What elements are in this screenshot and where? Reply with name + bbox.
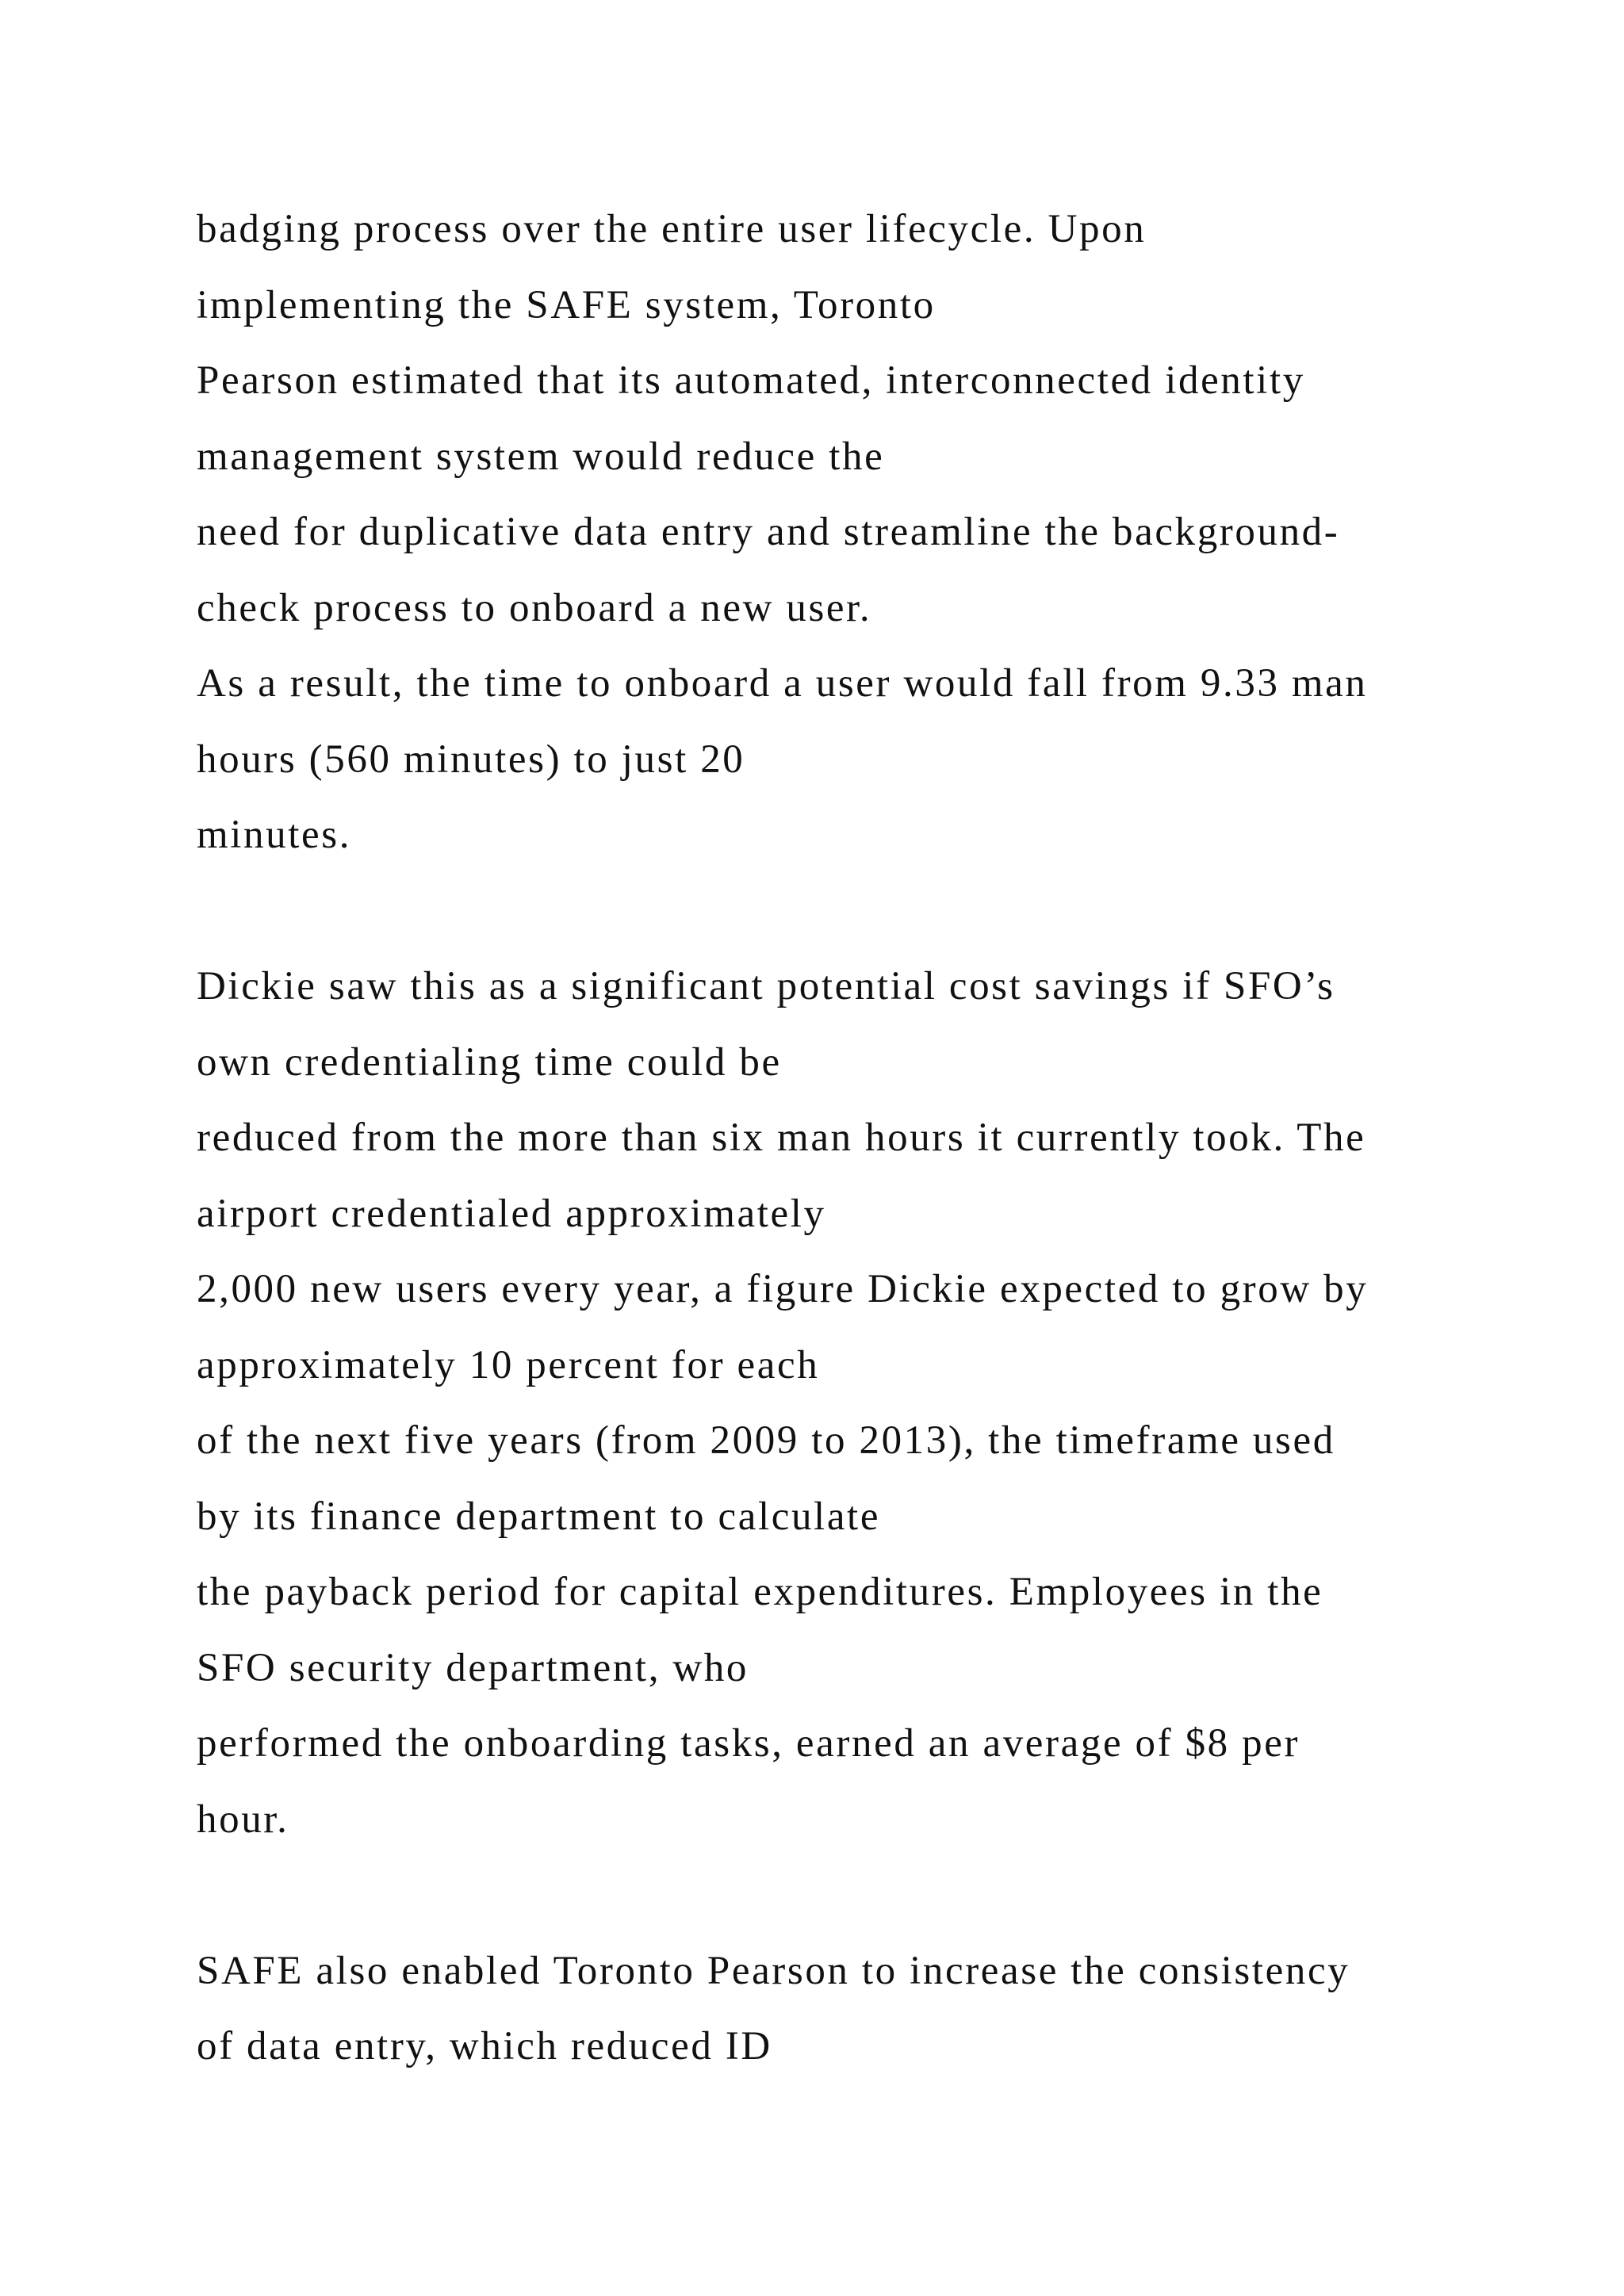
text-line: As a result, the time to onboard a user would fall from 9.33 man xyxy=(197,661,1368,706)
text-line: 2,000 new users every year, a figure Dickie expected to grow by xyxy=(197,1267,1369,1311)
document-body xyxy=(197,192,1529,2085)
text-line: Pearson estimated that its automated, interconnected identity xyxy=(197,358,1305,403)
text-line: minutes. xyxy=(197,813,352,857)
text-line: performed the onboarding tasks, earned an average of $8 per xyxy=(197,1721,1300,1766)
text-line: hour. xyxy=(197,1797,289,1842)
paragraph-gap xyxy=(197,1858,1529,1934)
text-line: reduced from the more than six man hours it currently took. The xyxy=(197,1115,1366,1160)
text-line: of the next five years (from 2009 to 2013), the timeframe used xyxy=(197,1418,1335,1463)
text-line: the payback period for capital expenditures. Employees in the xyxy=(197,1570,1323,1614)
text-line: approximately 10 percent for each xyxy=(197,1342,820,1387)
text-line: Dickie saw this as a significant potential cost savings if SFO’s xyxy=(197,964,1335,1008)
text-line: of data entry, which reduced ID xyxy=(197,2024,772,2068)
text-line: need for duplicative data entry and streamline the background- xyxy=(197,510,1340,554)
text-line: own credentialing time could be xyxy=(197,1039,782,1085)
text-line: badging process over the entire user lifecycle. Upon xyxy=(197,207,1147,251)
text-line: airport credentialed approximately xyxy=(197,1191,826,1236)
text-line: SAFE also enabled Toronto Pearson to increase the consistency xyxy=(197,1948,1350,1993)
text-line: SFO security department, who xyxy=(197,1645,749,1690)
text-line: implementing the SAFE system, Toronto xyxy=(197,282,936,327)
text-line: check process to onboard a new user. xyxy=(197,585,872,630)
text-line: hours (560 minutes) to just 20 xyxy=(197,737,745,782)
paragraph-gap xyxy=(197,874,1529,950)
text-line: by its finance department to calculate xyxy=(197,1494,881,1539)
text-line: management system would reduce the xyxy=(197,434,885,479)
